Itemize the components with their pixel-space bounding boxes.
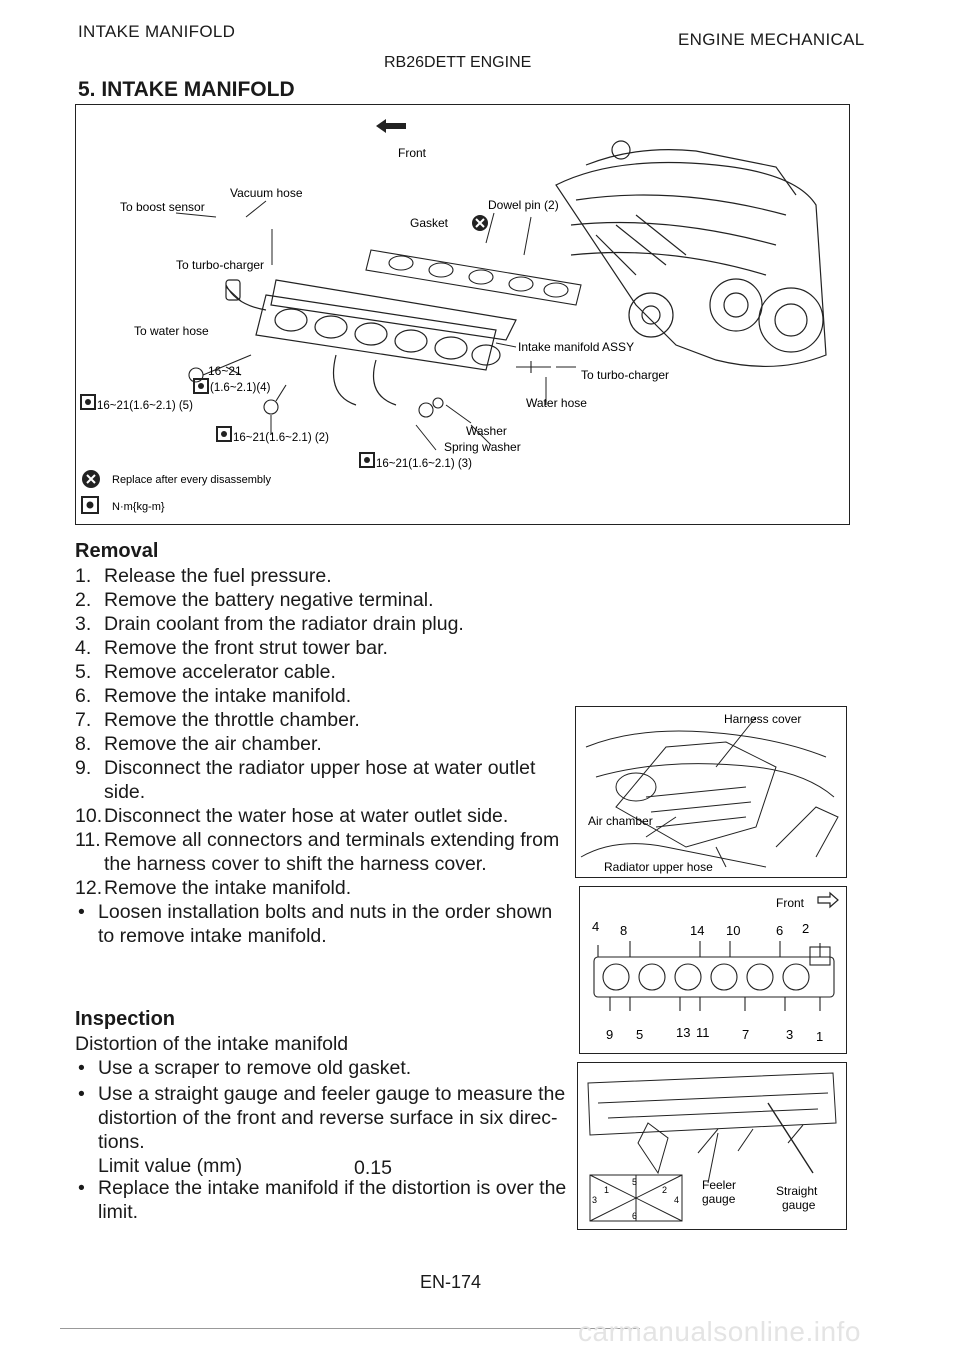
bullet-icon: • — [78, 1057, 85, 1079]
limit-label: Limit value (mm) — [98, 1155, 243, 1177]
replace-legend-icon — [82, 470, 100, 488]
removal-step-text: Remove the front strut tower bar. — [104, 637, 388, 659]
label-washer: Washer — [466, 424, 507, 438]
removal-step-text: Remove the battery negative terminal. — [104, 589, 434, 611]
removal-step-text: Remove the air chamber. — [104, 733, 322, 755]
manifold-surface-drawing — [588, 1073, 836, 1183]
manifold-plan-drawing — [594, 941, 834, 1011]
direction-number: 3 — [592, 1195, 598, 1205]
direction-number: 5 — [632, 1177, 638, 1187]
bullet-icon: • — [78, 901, 85, 923]
removal-step-text: Remove accelerator cable. — [104, 661, 336, 683]
label-torque-2: 16~21(1.6~2.1) (2) — [233, 432, 329, 444]
inspection-bullet2-line3: tions. — [98, 1131, 145, 1153]
bolt-number: 3 — [786, 1027, 794, 1042]
label-to-turbo-charger-right: To turbo-charger — [581, 368, 670, 382]
label-front-order: Front — [776, 896, 805, 910]
direction-number: 6 — [632, 1211, 638, 1221]
inspection-title: Inspection — [75, 1008, 176, 1030]
bolt-number: 14 — [690, 923, 705, 938]
bolt-number: 4 — [592, 919, 600, 934]
bolt-number: 6 — [776, 923, 784, 938]
torque-icon — [217, 427, 231, 441]
removal-title: Removal — [75, 540, 159, 562]
torque-icon — [81, 395, 95, 409]
footer-rule — [60, 1328, 640, 1329]
removal-step-text: Disconnect the water hose at water outlet side. — [104, 805, 509, 827]
removal-bullet-text: to remove intake manifold. — [98, 925, 327, 947]
removal-bullet-text: Loosen installation bolts and nuts in the order shown — [98, 901, 553, 923]
header-right: ENGINE MECHANICAL — [678, 30, 865, 49]
bolt-number: 5 — [636, 1027, 644, 1042]
engine-block-drawing — [556, 141, 826, 366]
removal-step-text: the harness cover to shift the harness cover. — [104, 853, 487, 875]
label-torque-3: 16~21(1.6~2.1) (3) — [376, 458, 472, 470]
removal-step-text: Remove the intake manifold. — [104, 877, 352, 899]
removal-step-text: side. — [104, 781, 146, 803]
bolt-number: 13 — [676, 1025, 691, 1040]
label-radiator-upper-hose: Radiator upper hose — [604, 860, 713, 874]
label-vacuum-hose: Vacuum hose — [230, 186, 303, 200]
step-number: 9. — [75, 757, 92, 779]
label-air-chamber: Air chamber — [588, 814, 653, 828]
header-left: INTAKE MANIFOLD — [78, 22, 236, 41]
leader-lines — [176, 201, 576, 450]
label-harness-cover: Harness cover — [724, 712, 802, 726]
step-number: 4. — [75, 637, 92, 659]
bolt-number: 2 — [802, 921, 810, 936]
step-number: 2. — [75, 589, 92, 611]
step-number: 12. — [75, 877, 103, 899]
inspection-bullet2-line2: distortion of the front and reverse surface in six direc- — [98, 1107, 558, 1129]
label-dowel-pin: Dowel pin (2) — [488, 198, 559, 212]
torque-icon — [194, 379, 208, 393]
label-to-boost-sensor: To boost sensor — [120, 200, 205, 214]
label-spring-washer: Spring washer — [444, 440, 521, 454]
direction-number: 2 — [662, 1185, 668, 1195]
label-feeler: Feeler — [702, 1178, 737, 1192]
bolt-number: 11 — [696, 1025, 710, 1040]
label-intake-manifold-assy: Intake manifold ASSY — [518, 340, 635, 354]
bullet-icon: • — [78, 1083, 85, 1105]
intake-manifold-figure — [75, 104, 850, 525]
step-number: 8. — [75, 733, 92, 755]
watermark: carmanualsonline.info — [578, 1316, 861, 1347]
bolt-order-figure — [579, 886, 847, 1054]
label-front: Front — [398, 146, 427, 160]
step-number: 11. — [75, 829, 101, 851]
removal-step-text: Remove all connectors and terminals extending from — [104, 829, 560, 851]
torque-legend-icon — [82, 497, 98, 513]
harness-cover-figure — [575, 706, 847, 878]
label-straight: Straight — [776, 1184, 818, 1198]
bolt-number: 9 — [606, 1027, 614, 1042]
gasket-drawing — [366, 250, 581, 305]
front-arrow-icon — [376, 119, 406, 133]
gauge-figure — [577, 1062, 847, 1230]
removal-step-text: Disconnect the radiator upper hose at water outlet — [104, 757, 536, 779]
label-torque-5: 16~21(1.6~2.1) (5) — [97, 400, 193, 412]
inspection-bullet1: Use a scraper to remove old gasket. — [98, 1057, 412, 1079]
removal-step-text: Remove the intake manifold. — [104, 685, 352, 707]
bolt-number: 7 — [742, 1027, 750, 1042]
direction-number: 4 — [674, 1195, 680, 1205]
label-gasket: Gasket — [410, 216, 449, 230]
direction-number: 1 — [604, 1185, 610, 1195]
label-to-water-hose: To water hose — [134, 324, 209, 338]
front-arrow-icon — [818, 893, 838, 907]
label-torque-4b: (1.6~2.1)(4) — [210, 382, 271, 394]
section-title: 5. INTAKE MANIFOLD — [78, 78, 295, 101]
inspection-bullet3-line2: limit. — [98, 1201, 139, 1223]
removal-step-text: Remove the throttle chamber. — [104, 709, 360, 731]
step-number: 1. — [75, 565, 92, 587]
label-to-turbo-charger-left: To turbo-charger — [176, 258, 265, 272]
inspection-intro: Distortion of the intake manifold — [75, 1033, 349, 1055]
step-number: 10. — [75, 805, 103, 827]
step-number: 3. — [75, 613, 92, 635]
step-number: 6. — [75, 685, 92, 707]
bolt-number: 8 — [620, 923, 628, 938]
step-number: 7. — [75, 709, 92, 731]
removal-step-text: Drain coolant from the radiator drain plug. — [104, 613, 464, 635]
label-torque-4a: 16~21 — [208, 364, 242, 378]
legend-replace: Replace after every disassembly — [112, 474, 271, 486]
bullet-icon: • — [78, 1177, 85, 1199]
legend-unit: N·m{kg-m} — [112, 501, 165, 513]
step-number: 5. — [75, 661, 92, 683]
page-number: EN-174 — [420, 1272, 482, 1292]
torque-icon — [360, 453, 374, 467]
bolt-number: 1 — [816, 1029, 824, 1044]
inspection-bullet2-line1: Use a straight gauge and feeler gauge to measure the — [98, 1083, 566, 1105]
label-straight-gauge: gauge — [782, 1198, 816, 1212]
label-feeler-gauge: gauge — [702, 1192, 736, 1206]
inspection-bullet3-line1: Replace the intake manifold if the distortion is over the — [98, 1177, 567, 1199]
exploded-diagram — [76, 105, 849, 524]
header-center: RB26DETT ENGINE — [384, 54, 532, 71]
label-water-hose: Water hose — [526, 396, 587, 410]
bolt-number: 10 — [726, 923, 741, 938]
removal-step-text: Release the fuel pressure. — [104, 565, 332, 587]
limit-value: 0.15 — [354, 1157, 392, 1179]
replace-icon — [472, 215, 488, 231]
